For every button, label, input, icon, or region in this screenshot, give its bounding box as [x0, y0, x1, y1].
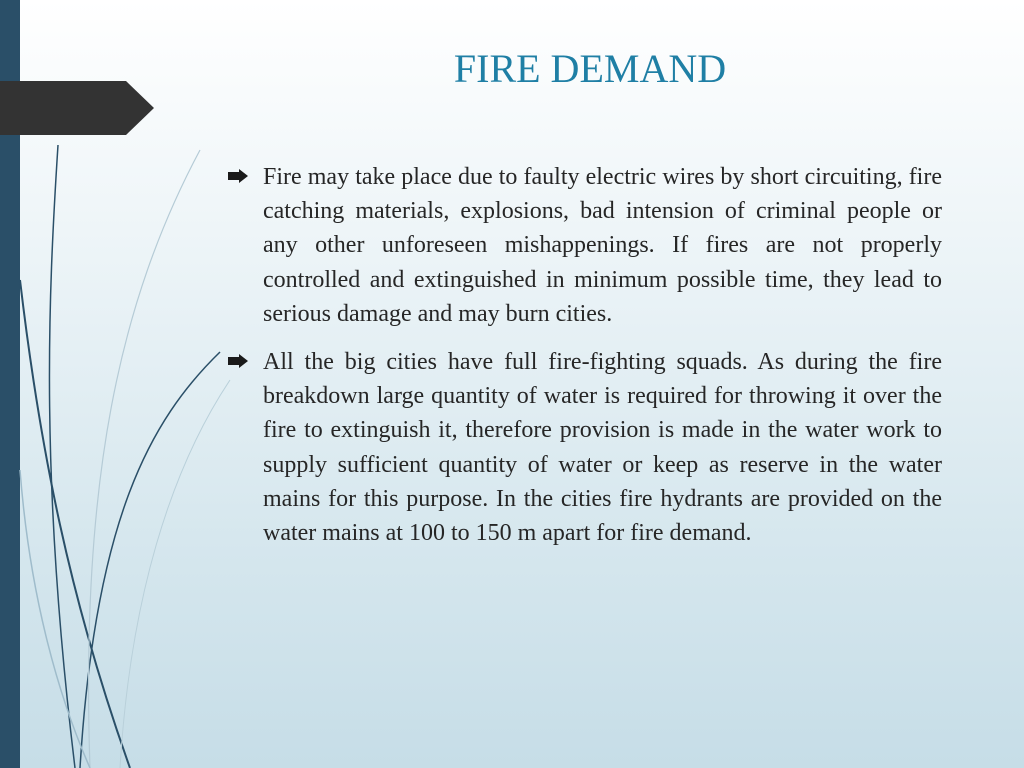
bullet-item: [228, 345, 942, 550]
bullet-list: [228, 160, 942, 564]
arrow-right-bullet-icon: [228, 169, 248, 183]
title-tab-shape: [0, 81, 154, 135]
slide-title: FIRE DEMAND: [453, 46, 727, 91]
bullet-text: Fire may take place due to faulty electric wires by short circuiting, fire catching materials, explosions, bad intension of criminal people or any other unforeseen mishappenings. If fires are not properly controlled and extinguished in minimum possible time, they lead to serious damage and may burn cities.: [263, 164, 942, 327]
arrow-right-bullet-icon: [228, 354, 248, 368]
bullet-text: All the big cities have full fire-fighting squads. As during the fire breakdown large quantity of water is required for throwing it over the fire to extinguish it, therefore provision is made in the water work to supply sufficient quantity of water or keep as reserve in the water mains for this purpose. In the cities fire hydrants are provided on the water mains at 100 to 150 m apart for fire demand.: [263, 349, 942, 547]
bullet-item: [228, 160, 942, 331]
